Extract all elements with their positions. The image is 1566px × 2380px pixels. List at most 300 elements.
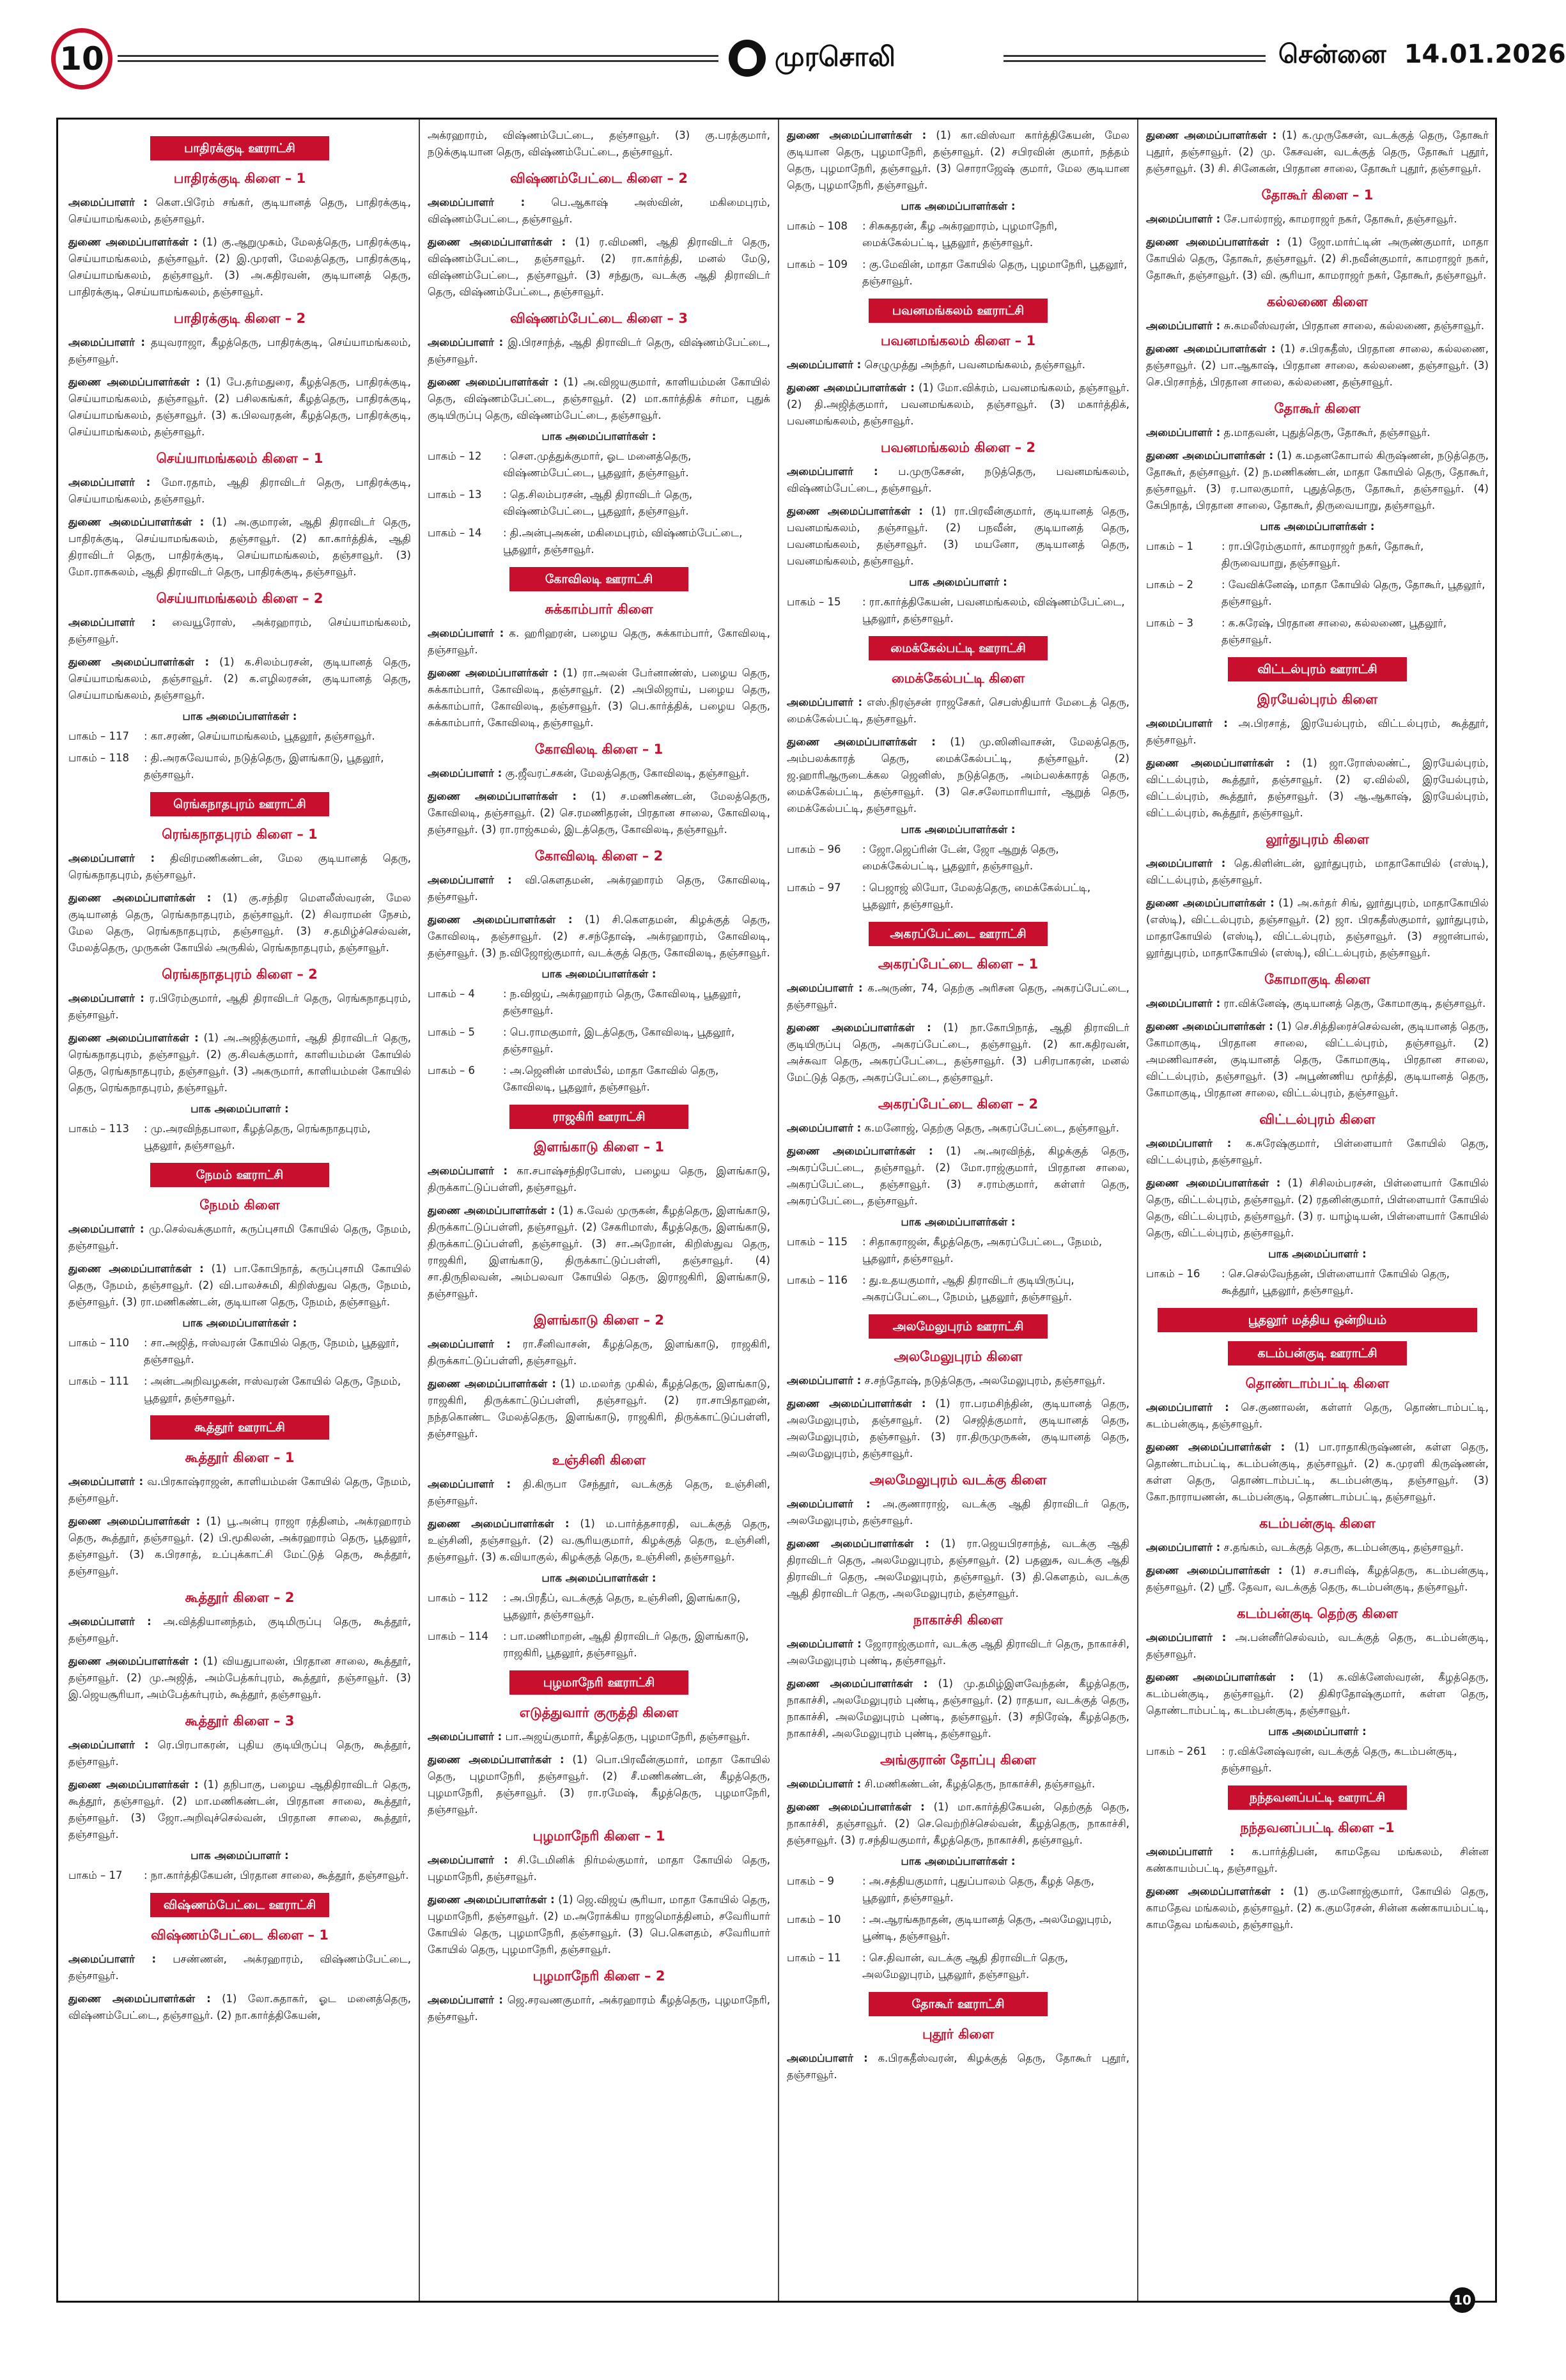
member-entry [68,1221,411,1254]
member-details: ரா.சீனிவாசன், கீழத்தெரு, இளங்காடு, ராஜகிரி, திருக்காட்டுப்பள்ளி, தஞ்சாவூர். [428,1338,770,1367]
member-entry [787,1120,1129,1137]
member-entry [1146,127,1489,177]
booth-agent: : பெஜாஜ் லியோ, மேலத்தெரு, மைக்கேல்பட்டி, பூதலூர், தஞ்சாவூர். [862,882,1091,910]
booth-number: பாகம் – 9 [787,1875,834,1887]
member-entry [1146,211,1489,228]
column-1 [68,127,411,2030]
role-label: துணை அமைப்பாளர்கள் : [68,1263,204,1275]
branch-heading: புழமாநேரி கிளை – 2 [532,1968,665,1984]
member-details: (1) ச.மணிகண்டன், மேலத்தெரு, கோவிலடி, தஞ்சாவூர். (2) செ.ரமணிதரன், பிரதான சாலை, கோவிலடி, தஞ்சாவூர். (3) ரா.ராஜ்கமல், இடத்தெரு, கோவிலடி, தஞ்சாவூர். [428,790,771,836]
role-label: துணை அமைப்பாளர்கள் : [1146,236,1281,248]
booth-entry [68,1373,411,1406]
member-details: வ.பிரகாஷ்ராஜன், காளியம்மன் கோயில் தெரு, நேமம், தஞ்சாவூர். [68,1475,411,1504]
role-label: துணை அமைப்பாளர்கள் : [1146,449,1274,462]
branch-heading: தோகூர் கிளை – 1 [1261,187,1374,203]
member-details: (1) வியதுபாலன், பிரதான சாலை, கூத்தூர், தஞ்சாவூர். (2) மு.அஜித், அம்பேத்கர்புரம், கூத்தூர், தஞ்சாவூர். (3) இ.ஜெயசூரியா, அம்பேத்கர்புரம், கூத்தூர், தஞ்சாவூர். [68,1655,411,1700]
booth-number: பாகம் – 261 [1146,1745,1207,1757]
edition-date: 14.01.2026 [1404,40,1566,69]
member-details: க.பிரகதீஸ்வரன், கிழக்குத் தெரு, தோகூர் புதூர், தஞ்சாவூர். [787,2052,1129,2081]
role-label: அமைப்பாளர் : [68,852,155,864]
booth-entry [787,594,1129,627]
booth-entry [1146,538,1489,572]
role-label: துணை அமைப்பாளர்கள் : [787,129,927,141]
edition-info [1278,40,1566,72]
member-details: க.பார்த்திபன், காமதேவ மங்கலம், சின்ன கண்காயம்பட்டி, தஞ்சாவூர். [1146,1846,1489,1874]
booth-number: பாகம் – 3 [1146,617,1193,629]
member-details: (1) ஜோ.மார்ட்டின் அருண்குமார், மாதா கோயில் தெரு, தோகூர், தஞ்சாவூர். (2) சி.நவீன்குமார், காமராஜர் நகர், தோகூர், தஞ்சாவூர். (3) வி. சூரியா, காமராஜர் நகர், தோகூர், தஞ்சாவூர். [1146,236,1489,281]
role-label: துணை அமைப்பாளர்கள் : [787,1145,933,1157]
member-details: (1) ஜெ.விஜய் சூரியா, மாதா கோயில் தெரு, புழமாநேரி, தஞ்சாவூர். (2) ம.அரோக்கிய ராஜமொத்தினம், சவேரியார் கோயில் தெரு, புழமாநேரி, தஞ்சாவூர். (3) பெ.கௌதம், சவேரியார் கோயில் தெரு, புழமாநேரி, தஞ்சாவூர். [428,1894,770,1956]
member-details: வி.கௌதமன், அக்ரஹாரம் தெரு, கோவிலடி, தஞ்சாவூர். [428,874,770,903]
branch-heading: உஞ்சினி கிளை [552,1452,646,1468]
member-details: (1) க.வேல் முருகன், கீழத்தெரு, இளங்காடு, திருக்காட்டுப்பள்ளி, தஞ்சாவூர். (2) சேகரிமாஸ், கீழத்தெரு, இளங்காடு, திருக்காட்டுப்பள்ளி, தஞ்சாவூர். (3) சா.அறோன், கிறிஸ்துவ தெரு, ராஜகிரி, இளங்காடு, திருக்காட்டுப்பள்ளி, தஞ்சாவூர். (4) சா.திருநிலவன், அம்பலவா கோயில் தெரு, இராஜகிரி, இளங்காடு, தஞ்சாவூர். [428,1204,770,1300]
booth-entry [428,448,770,481]
role-label: அமைப்பாளர் : [68,1739,149,1751]
member-entry [1146,234,1489,284]
member-entry [1146,855,1489,889]
branch-heading: கூத்தூர் கிளை – 3 [185,1713,295,1729]
booth-agent: : அ.ஆரங்கநாதன், குடியானத் தெரு, அலமேலுபுரம், பூண்டி, தஞ்சாவூர். [862,1913,1112,1942]
role-label: அமைப்பாளர் : [1146,1137,1232,1149]
panchayat-banner: கோவிலடி ஊராட்சி [509,567,688,591]
role-label: அமைப்பாளர் : [1146,717,1228,729]
booth-number: பாகம் – 15 [787,596,841,608]
role-label: துணை அமைப்பாளர்கள் : [1146,1671,1294,1683]
member-details: (1) மு.தமிழ்இளவேந்தன், கீழத்தெரு, நாகாச்சி, அலமேலுபுரம் புண்டி, தஞ்சாவூர். (2) ராதயா, வடக்குத் தெரு, நாகாச்சி, அலமேலுபுரம் புண்டி, தஞ்சாவூர். (3) சநிரேஷ், கீழத்தெரு, நாகாச்சி, அலமேலுபுரம் புண்டி, தஞ்சாவூர். [787,1677,1129,1739]
member-details: (1) ச.சபரிஷ், கீழத்தெரு, கடம்பன்குடி, தஞ்சாவூர். (2) ஸ்ரீ. தேவா, வடக்குத் தெரு, கடம்பன்குடி, தஞ்சாவூர். [1146,1564,1489,1593]
booth-entry [428,1628,770,1661]
member-details: ச.தங்கம், வடக்குத் தெரு, கடம்பன்குடி, தஞ்சாவூர். [1220,1541,1464,1553]
booth-agent: : செ.திவான், வடக்கு ஆதி திராவிடர் தெரு, அலமேலுபுரம், பூதலூர், தஞ்சாவூர். [862,1952,1068,1980]
member-details: தி.கிருபா சேந்தூர், வடக்குத் தெரு, உஞ்சினி, தஞ்சாவூர். [428,1478,770,1507]
masthead [51,28,1566,89]
booth-agent: : பெ.ராமகுமார், இடத்தெரு, கோவிலடி, பூதலூர், தஞ்சாவூர். [503,1026,735,1055]
booth-number: பாகம் – 17 [68,1869,123,1881]
role-label: அமைப்பாளர் : [787,1498,871,1510]
booth-agent: : க.சுரேஷ், பிரதான சாலை, கல்லணை, பூதலூர், தஞ்சாவூர். [1221,617,1447,646]
booth-agent: : து.உதயகுமார், ஆதி திராவிடர் குடியிருப்பு, அகரப்பேட்டை, நேமம், பூதலூர், தஞ்சாவூர். [862,1274,1074,1303]
role-label: துணை அமைப்பாளர்கள் : [428,376,559,388]
booth-number: பாகம் – 96 [787,843,841,855]
member-entry [428,1852,770,1885]
brand [729,36,895,81]
branch-heading: அலமேலுபுரம் வடக்கு கிளை [869,1472,1047,1488]
member-details: (1) அ.அஜித்குமார், ஆதி திராவிடர் தெரு, ரெங்கநாதபுரம், தஞ்சாவூர். (2) கு.சிவக்குமார், காளியம்மன் கோயில் தெரு, ரெங்கநாதபுரம், தஞ்சாவூர். (3) அகருமார், காளியம்மன் கோயில் தெரு, ரெங்கநாதபுரம், தஞ்சாவூர். [68,1032,411,1094]
member-details: (1) ஜா.ரோஸ்லண்ட், இரயேல்புரம், விட்டல்புரம், கூத்தூர், தஞ்சாவூர். (2) ஏ.வில்லி, இரயேல்புரம், விட்டல்புரம், கூத்தூர், தஞ்சாவூர். (3) ஆ.ஆகாஷ், இரயேல்புரம், விட்டல்புரம், கூத்தூர், தஞ்சாவூர். [1146,757,1489,819]
booth-number: பாகம் – 10 [787,1913,841,1925]
role-label: அமைப்பாளர் : [428,1338,511,1350]
branch-heading: கூத்தூர் கிளை – 1 [185,1450,295,1465]
role-label: அமைப்பாளர் : [68,196,148,208]
member-details: ரா.விக்னேஷ், குடியானத் தெரு, கோமாகுடி, தஞ்சாவூர். [1220,997,1486,1009]
booth-number: பாகம் – 1 [1146,540,1193,552]
role-label: அமைப்பாளர் : [1146,1631,1227,1644]
member-details: ர.பிரேம்குமார், ஆதி திராவிடர் தெரு, ரெங்கநாதபுரம், தஞ்சாவூர். [68,992,411,1021]
member-entry [1146,1399,1489,1433]
booth-number: பாகம் – 114 [428,1630,488,1642]
branch-heading: ரெங்கநாதபுரம் கிளை – 2 [162,967,318,982]
panchayat-banner: விட்டல்புரம் ஊராட்சி [1228,657,1407,681]
role-label: துணை அமைப்பாளர்கள் : [428,1754,564,1766]
role-label: துணை அமைப்பாளர்கள் : [68,376,200,388]
member-details: க.அருண், 74, தெற்கு அரிசன தெரு, அகரப்பேட்டை, தஞ்சாவூர். [787,982,1129,1011]
branch-heading: விஷ்ணம்பேட்டை கிளை – 1 [151,1927,329,1943]
member-entry [1146,1539,1489,1556]
branch-heading: கோமாகுடி கிளை [1264,972,1370,987]
member-details: அ.பிரசாத், இரயேல்புரம், விட்டல்புரம், கூத்தூர், தஞ்சாவூர். [1146,717,1489,746]
member-entry [428,1752,770,1818]
member-details: சி.மணிகண்டன், கீழத்தெரு, நாகாச்சி, தஞ்சாவூர். [861,1778,1096,1790]
panchayat-banner: கடம்பன்குடி ஊராட்சி [1228,1341,1407,1365]
branch-heading: பவனமங்கலம் கிளை – 1 [880,333,1036,348]
panchayat-banner: பாதிரக்குடி ஊராட்சி [150,136,329,160]
booth-number: பாகம் – 109 [787,258,848,270]
role-label: துணை அமைப்பாளர்கள் : [68,236,198,248]
branch-heading: தொண்டாம்பட்டி கிளை [1245,1376,1390,1391]
member-entry [1146,1135,1489,1169]
member-entry [428,872,770,905]
member-details: வையூரோஸ், அக்ரஹாரம், செய்யாமங்கலம், தஞ்சாவூர். [68,616,411,645]
member-details: (1) நா.கோபிநாத், ஆதி திராவிடர் குடியிருப்பு தெரு, அகரப்பேட்டை, தஞ்சாவூர். (2) கா.கதிரவன், அச்சுவா தெரு, அகரப்பேட்டை, தஞ்சாவூர். (3) பசிரபாகரன், மனல் மேட்டுத் தெரு, அகரப்பேட்டை, தஞ்சாவூர். [787,1022,1129,1084]
member-entry [68,334,411,368]
member-entry [68,194,411,228]
booth-agent: : அன்டஅறிவழகன், ஈஸ்வரன் கோயில் தெரு, நேமம், பூதலூர், தஞ்சாவூர். [144,1375,401,1404]
member-entry [428,1376,770,1442]
member-details: (1) அ.கர்தர் சிங், லூர்துபுரம், மாதாகோயில் (எஸ்டி), விட்டல்புரம், தஞ்சாவூர். (2) ஜா. பிரகதீஸ்குமார், லூர்துபுரம், மாதாகோயில் (எஸ்டி), விட்டல்புரம், தஞ்சாவூர். (3) சஜான்பால், லூர்துபுரம், மாதாகோயில் (எஸ்டி), விட்டல்புரம், தஞ்சாவூர். [1146,897,1489,959]
booth-entry [787,218,1129,251]
role-label: அமைப்பாளர் : [68,476,151,488]
booth-section-heading: பாக அமைப்பாளர்கள் : [901,1855,1016,1867]
member-entry [1146,424,1489,441]
booth-section-heading: பாக அமைப்பாளர் : [190,1849,289,1862]
role-label: அமைப்பாளர் : [1146,1401,1229,1413]
role-label: அமைப்பாளர் : [68,1953,157,1965]
branch-heading: விட்டல்புரம் கிளை [1259,1112,1376,1127]
branch-heading: கடம்பன்குடி கிளை [1259,1516,1376,1531]
role-label: துணை அமைப்பாளர்கள் : [428,1204,555,1217]
booth-number: பாகம் – 110 [68,1337,129,1349]
role-label: துணை அமைப்பாளர்கள் : [787,1677,928,1690]
role-label: துணை அமைப்பாளர்கள் : [428,790,577,802]
branch-heading: அகரப்பேட்டை கிளை – 1 [878,956,1039,972]
member-entry [787,1143,1129,1209]
member-entry [428,1892,770,1958]
role-label: அமைப்பாளர் : [1146,213,1221,225]
booth-entry [68,750,411,783]
branch-heading: நாகாச்சி கிளை [913,1612,1004,1628]
member-entry [787,1636,1129,1669]
panchayat-banner: நந்தவனப்பட்டி ஊராட்சி [1228,1785,1407,1810]
role-label: அமைப்பாளர் : [428,767,502,779]
branch-heading: சுக்காம்பார் கிளை [545,602,653,617]
booth-entry [428,486,770,520]
member-entry [428,1729,770,1745]
role-label: அமைப்பாளர் : [787,359,862,371]
header-rule-left [118,55,718,62]
panchayat-banner: புழமாநேரி ஊராட்சி [509,1670,688,1695]
booth-number: பாகம் – 117 [68,730,129,742]
booth-agent: : சிதாகராஜன், கீழத்தெரு, அகரப்பேட்டை, நேமம், பூதலூர், தஞ்சாவூர். [862,1236,1103,1264]
booth-agent: : செ.செல்வேந்தன், பிள்ளையார் கோயில் தெரு, கூத்தூர், பூதலூர், தஞ்சாவூர். [1221,1268,1450,1296]
member-details: (1) கு.சந்திர மௌலீஸ்வரன், மேல குடியானத் தெரு, ரெங்கநாதபுரம், தஞ்சாவூர். (2) சிவராமன் நேசம், மேல தெரு, ரெங்கநாதபுரம், தஞ்சாவூர். (3) ச.தமிழ்ச்செல்வன், மேலத்தெரு, முருகன் கோயில் அருகில், ரெங்கநாதபுரம், தஞ்சாவூர். [68,892,411,954]
panchayat-banner: மைக்கேல்பட்டி ஊராட்சி [869,636,1048,660]
booth-entry [787,1272,1129,1305]
role-label: அமைப்பாளர் : [428,1994,503,2006]
branch-heading: பாதிரக்குடி கிளை – 2 [173,311,306,326]
role-label: அமைப்பாளர் : [428,627,504,639]
booth-entry [428,1024,770,1057]
member-entry [1146,755,1489,821]
column-3 [787,127,1129,2090]
column-4 [1146,127,1489,1940]
member-details: ப.முருகேசன், நடுத்தெரு, பவனமங்கலம், விஷ்ணம்பேட்டை, தஞ்சாவூர். [787,465,1129,494]
member-entry [787,2050,1129,2083]
panchayat-banner: தோகூர் ஊராட்சி [869,1992,1048,2016]
member-entry [68,1991,411,2024]
member-entry [68,654,411,704]
role-label: அமைப்பாளர் : [68,992,144,1004]
booth-entry [787,880,1129,913]
column-2 [428,127,770,2032]
member-entry [1146,1844,1489,1877]
member-entry [428,1516,770,1566]
role-label: துணை அமைப்பாளர்கள் : [1146,343,1276,355]
member-entry [787,980,1129,1013]
role-label: துணை அமைப்பாளர்கள் : [428,1378,556,1390]
booth-agent: : மு.அரவிந்தபாலா, கீழத்தெரு, ரெங்கநாதபுரம், பூதலூர், தஞ்சாவூர். [144,1123,371,1151]
member-details: (1) ர.விமணி, ஆதி திராவிடர் தெரு, விஷ்ணம்பேட்டை, தஞ்சாவூர். (2) ரா.கார்த்தி, மனல் மேடு, விஷ்ணம்பேட்டை, தஞ்சாவூர். (3) சந்துரு, வடக்கு ஆதி திராவிடர் தெரு, விஷ்ணம்பேட்டை, தஞ்சாவூர். [428,236,770,298]
role-label: துணை அமைப்பாளர்கள் : [787,1537,929,1550]
booth-entry [787,256,1129,290]
role-label: துணை அமைப்பாளர்கள் : [68,1993,211,2005]
role-label: துணை அமைப்பாளர்கள் : [1146,1564,1283,1576]
member-entry [1146,995,1489,1012]
booth-number: பாகம் – 113 [68,1123,129,1135]
member-details: (1) கு.மனோஜ்குமார், கோயில் தெரு, காமதேவ மங்கலம், தஞ்சாவூர். (2) க.குமரேசன், சின்ன கண்காயம்பட்டி, காமதேவ மங்கலம், தஞ்சாவூர். [1146,1885,1489,1931]
member-entry [428,194,770,228]
booth-entry [1146,577,1489,610]
member-entry [428,788,770,838]
member-details: (1) பூ.அன்பு ராஜா ரத்தினம், அக்ரஹாரம் தெரு, கூத்தூர், தஞ்சாவூர். (2) பி.மூகிலன், அக்ரஹாரம் தெரு, பூதலூர், தஞ்சாவூர். (3) க.பிரசாத், உப்புக்காட்சி மேட்டுத் தெரு, கூத்தூர், தஞ்சாவூர். [68,1515,411,1577]
role-label: துணை அமைப்பாளர்கள் : [1146,129,1277,141]
branch-heading: அகரப்பேட்டை கிளை – 2 [878,1096,1039,1112]
booth-number: பாகம் – 116 [787,1274,848,1286]
column-divider [778,120,779,2301]
role-label: அமைப்பாளர் : [1146,1541,1221,1553]
branch-heading: மைக்கேல்பட்டி கிளை [891,671,1025,686]
booth-entry [68,728,411,745]
booth-number: பாகம் – 11 [787,1952,841,1964]
member-details: சு.கமலீஸ்வரன், பிரதான சாலை, கல்லணை, தஞ்சாவூர். [1220,320,1485,332]
member-entry [787,1373,1129,1389]
booth-section-heading: பாக அமைப்பாளர்கள் : [541,1572,656,1584]
booth-agent: : கு.மேவின், மாதா கோயில் தெரு, புழமாநேரி, பூதலூர், தஞ்சாவூர். [862,258,1128,287]
member-entry [787,1776,1129,1793]
booth-number: பாகம் – 108 [787,220,848,232]
member-details: கௌ.பிரேம் சங்கர், குடியானத் தெரு, பாதிரக்குடி, செய்யாமங்கலம், தஞ்சாவூர். [68,196,411,225]
member-entry [787,1536,1129,1602]
member-details: (1) கா.விஸ்வா கார்த்திகேயன், மேல குடியான தெரு, புழமாநேரி, தஞ்சாவூர். (2) சபிரவின் குமார், நத்தம் தெரு, புழமாநேரி, தஞ்சாவூர். (3) சொராஜேஷ் குமார், மேல குடியான தெரு, புழமாநேரி, தஞ்சாவூர். [787,129,1129,191]
footer-page-number: 10 [1450,2287,1475,2313]
role-label: துணை அமைப்பாளர்கள் : [428,1518,570,1530]
member-details: (1) பா.கோபிநாத், கருப்புசாமி கோயில் தெரு, நேமம், தஞ்சாவூர். (2) வி.பாலச்சுமி, கிறிஸ்துவ தெரு, நேமம், தஞ்சாவூர். (3) ரா.மணிகண்டன், குடியான தெரு, நேமம், தஞ்சாவூர். [68,1263,411,1308]
booth-entry [787,1911,1129,1945]
booth-number: பாகம் – 6 [428,1064,475,1077]
booth-entry [428,525,770,558]
booth-entry [1146,1743,1489,1777]
member-entry [428,1163,770,1196]
role-label: அமைப்பாளர் : [68,1615,151,1628]
member-entry [428,334,770,368]
member-details: (1) அ.குமாரன், ஆதி திராவிடர் தெரு, பாதிரக்குடி, செய்யாமங்கலம், தஞ்சாவூர். (2) கா.கார்த்திக், ஆதி திராவிடர் தெரு, பாதிரக்குடி, செய்யாமங்கலம், தஞ்சாவூர். (3) மோ.ராசுகலம், ஆதி திராவிடர் தெரு, பாதிரக்குடி, தஞ்சாவூர். [68,516,411,578]
member-details: (1) கு.ஆறுமுகம், மேலத்தெரு, பாதிரக்குடி, செய்யாமங்கலம், தஞ்சாவூர். (2) இ.முரளி, மேலத்தெரு, பாதிரக்குடி, செய்யாமங்கலம், தஞ்சாவூர். (3) அ.கதிரவன், குடியானத் தெரு, பாதிரக்குடி, செய்யாமங்கலம், தஞ்சாவூர். [68,236,411,298]
booth-number: பாகம் – 16 [1146,1268,1200,1280]
role-label: துணை அமைப்பாளர்கள் : [68,516,205,528]
member-details: செ.குணாலன், கள்ளர் தெரு, தொண்டாம்பட்டி, கடம்பன்குடி, தஞ்சாவூர். [1146,1401,1489,1430]
member-entry [428,625,770,658]
member-details: (1) க.மதனகோபால் கிருஷ்ணன், நடுத்தெரு, தோகூர், தஞ்சாவூர். (2) ந.மணிகண்டன், மாதா கோயில் தெரு, தோகூர், தஞ்சாவூர். (3) ர.பாலகுமார், புதுத்தெரு, தோகூர், தஞ்சாவூர். (4) கேபிநாத், பிரதான சாலை, தோகூர், திருவையாறு, தஞ்சாவூர். [1146,449,1489,511]
booth-section-heading: பாக அமைப்பாளர்கள் : [182,1317,297,1329]
member-entry [428,374,770,424]
booth-entry [787,1873,1129,1906]
member-details: தயுவராஜா, கீழத்தெரு, பாதிரக்குடி, செய்யாமங்கலம், தஞ்சாவூர். [68,336,411,365]
edition-city: சென்னை [1278,40,1386,69]
booth-number: பாகம் – 12 [428,450,482,462]
booth-agent: : தெ.சிலம்பரசன், ஆதி திராவிடர் தெரு, விஷ்ணம்பேட்டை, பூதலூர், தஞ்சாவூர். [503,488,693,517]
member-entry [428,234,770,300]
role-label: அமைப்பாளர் : [428,336,504,348]
booth-entry [787,841,1129,875]
member-details: (1) மோ.விக்ரம், பவனமங்கலம், தஞ்சாவூர். (2) தி.அஜித்குமார், பவனமங்கலம், தஞ்சாவூர். (3) மகார்த்திக், பவனமங்கலம், தஞ்சாவூர். [787,382,1129,427]
booth-section-heading: பாக அமைப்பாளர்கள் : [901,823,1016,836]
role-label: துணை அமைப்பாளர்கள் : [1146,897,1275,909]
member-details: எஸ்.நிரஞ்சன் ராஜசேகர், செபஸ்தியார் மேடைத் தெரு, மைக்கேல்பட்டி, தஞ்சாவூர். [787,696,1130,725]
member-entry [1146,318,1489,334]
member-details: சி.டேமினிக் நிர்மல்குமார், மாதா கோயில் தெரு, புழமாநேரி, தஞ்சாவூர். [428,1854,770,1883]
role-label: அமைப்பாளர் : [787,982,863,994]
member-entry [68,1951,411,1984]
member-details: (1) ரா.ஜெயபிரசாந்த், வடக்கு ஆதி திராவிடர் தெரு, அலமேலுபுரம், தஞ்சாவூர். (2) பதனுசு, வடக்கு ஆதி திராவிடர் தெரு, அலமேலுபுரம், தஞ்சாவூர். (3) தி.கௌதம், வடக்கு ஆதி திராவிடர் தெரு, அலமேலுபுரம், தஞ்சாவூர். [787,1537,1129,1599]
branch-heading: இளங்காடு கிளை – 1 [534,1139,664,1155]
booth-number: பாகம் – 4 [428,988,475,1000]
role-label: அமைப்பாளர் : [787,2052,868,2064]
member-details: மோ.ரதாம், ஆதி திராவிடர் தெரு, பாதிரக்குடி, செய்யாமங்கலம், தஞ்சாவூர். [68,476,411,505]
role-label: அமைப்பாளர் : [68,336,146,348]
member-entry [68,1261,411,1311]
booth-agent: : சௌ.முத்துக்குமார், ஓட மனைத்தெரு, விஷ்ணம்பேட்டை, பூதலூர், தஞ்சாவூர். [503,450,692,479]
role-label: அமைப்பாளர் : [428,874,512,886]
panchayat-banner: நேமம் ஊராட்சி [150,1163,329,1187]
member-details: கா.சபாஷ்சந்திரபோஸ், பழைய தெரு, இளங்காடு, திருக்காட்டுப்பள்ளி, தஞ்சாவூர். [428,1165,771,1194]
branch-heading: செய்யாமங்கலம் கிளை – 1 [156,451,323,466]
member-entry [428,1476,770,1509]
member-details: தெ.கிளின்டன், லூர்துபுரம், மாதாகோயில் (எஸ்டி), விட்டல்புரம், தஞ்சாவூர். [1146,857,1489,886]
booth-section-heading: பாக அமைப்பாளர்கள் : [901,1216,1016,1228]
member-details: (1) அ.அரவிந்த், கிழக்குத் தெரு, அகரப்பேட்டை, தஞ்சாவூர். (2) மோ.ராஜ்குமார், பிரதான சாலை, அகரப்பேட்டை, தஞ்சாவூர். (3) ச.ராம்குமார், கள்ளர் தெரு, அகரப்பேட்டை, தஞ்சாவூர். [787,1145,1129,1207]
booth-number: பாகம் – 97 [787,882,841,894]
role-label: துணை அமைப்பாளர்கள் : [428,236,566,248]
booth-section-heading: பாக அமைப்பாளர்கள் : [541,430,656,442]
role-label: துணை அமைப்பாளர்கள் : [68,1655,198,1667]
member-details: பசண்ணன், அக்ரஹாரம், விஷ்ணம்பேட்டை, தஞ்சாவூர். [68,1953,411,1982]
branch-heading: விஷ்ணம்பேட்டை கிளை – 3 [510,311,688,326]
booth-agent: : கா.சரண், செய்யாமங்கலம், பூதலூர், தஞ்சாவூர். [144,730,375,742]
booth-agent: : அ.சத்தியகுமார், புதுப்பாலம் தெரு, கீழத் தெரு, பூதலூர், தஞ்சாவூர். [862,1875,1094,1904]
role-label: அமைப்பாளர் : [787,1122,862,1134]
role-label: அமைப்பாளர் : [1146,1846,1235,1858]
member-entry [787,1020,1129,1086]
branch-heading: புதூர் கிளை [922,2026,995,2042]
role-label: அமைப்பாளர் : [787,1778,862,1790]
branch-heading: பவனமங்கலம் கிளை – 2 [880,440,1036,455]
member-details: த.மாதவன், புதுத்தெரு, தோகூர், தஞ்சாவூர். [1220,426,1430,439]
booth-section-heading: பாக அமைப்பாளர் : [1268,1248,1367,1260]
role-label: அமைப்பாளர் : [428,1478,511,1490]
member-entry [787,734,1129,817]
booth-section-heading: பாக அமைப்பாளர்கள் : [541,968,656,980]
panchayat-banner: அலமேலுபுரம் ஊராட்சி [869,1314,1048,1339]
booth-agent: : ரா.கார்த்திகேயன், பவனமங்கலம், விஷ்ணம்பேட்டை, பூதலூர், தஞ்சாவூர். [862,596,1125,625]
member-details: (1) க.விக்னேஸ்வரன், கீழத்தெரு, கடம்பன்குடி, தஞ்சாவூர். (2) திகிரதோஷ்குமார், கள்ள தெரு, தொண்டாம்பட்டி, கடம்பன்குடி, தஞ்சாவூர். [1146,1671,1489,1716]
member-details: (1) ரா.பரமசிந்தின், குடியானத் தெரு, அலமேலுபுரம், தஞ்சாவூர். (2) செஜித்குமார், குடியானத் தெரு, அலமேலுபுரம், தஞ்சாவூர். (3) ரா.திருமுருகன், குடியானத் தெரு, அலமேலுபுரம், தஞ்சாவூர். [787,1397,1129,1459]
member-entry [68,374,411,440]
role-label: துணை அமைப்பாளர்கள் : [787,1801,925,1813]
member-entry [68,1513,411,1580]
member-details: (1) அ.விஜயகுமார், காளியம்மன் கோயில் தெரு, விஷ்ணம்பேட்டை, தஞ்சாவூர். (2) மா.கார்த்திக் சர்மா, புதுக் குடியிருப்பு தெரு, விஷ்ணம்பேட்டை, தஞ்சாவூர். [428,376,770,421]
member-details: க.மனோஜ், தெற்கு தெரு, அகரப்பேட்டை, தஞ்சாவூர். [861,1122,1119,1134]
branch-heading: இரயேல்புரம் கிளை [1257,692,1378,707]
member-details: செழுமுத்து அந்தர், பவனமங்கலம், தஞ்சாவூர். [861,359,1086,371]
member-details: சே.பால்ராஜ், காமராஜர் நகர், தோகூர், தஞ்சாவூர். [1220,213,1457,225]
member-details: அ.குணாராஜ், வடக்கு ஆதி திராவிடர் தெரு, அலமேலுபுரம், தஞ்சாவூர். [787,1498,1129,1527]
booth-number: பாகம் – 118 [68,752,129,764]
member-details: (1) பா.ராதாகிருஷ்ணன், கள்ள தெரு, தொண்டாம்பட்டி, கடம்பன்குடி, தஞ்சாவூர். (2) க.முரளி கிருஷ்ணன், கள்ள தெரு, தொண்டாம்பட்டி, கடம்பன்குடி, தஞ்சாவூர். (3) கோ.நாராயணன், கடம்பன்குடி, தொண்டாம்பட்டி, தஞ்சாவூர். [1146,1441,1489,1503]
branch-heading: புழமாநேரி கிளை – 1 [532,1828,665,1844]
role-label: துணை அமைப்பாளர்கள் : [787,736,936,748]
member-entry [787,503,1129,570]
booth-entry [428,1062,770,1096]
member-entry [68,1030,411,1096]
member-details: பெ.ஆகாஷ் அஸ்வின், மகிமைபுரம், விஷ்ணம்பேட்டை, தஞ்சாவூர். [428,196,770,225]
role-label: துணை அமைப்பாளர்கள் : [428,667,558,679]
role-label: துணை அமைப்பாளர்கள் : [68,1778,199,1791]
branch-heading: கூத்தூர் கிளை – 2 [185,1590,295,1605]
role-label: அமைப்பாளர் : [428,1731,502,1743]
role-label: அமைப்பாளர் : [1146,857,1226,869]
member-entry [68,1614,411,1647]
member-entry [1146,1669,1489,1719]
booth-agent: : நா.கார்த்திகேயன், பிரதான சாலை, கூத்தூர், தஞ்சாவூர். [144,1869,409,1881]
member-entry [68,514,411,580]
member-details: பா.அஜய்குமார், கீழத்தெரு, புழமாநேரி, தஞ்சாவூர். [502,1731,750,1743]
role-label: துணை அமைப்பாளர்கள் : [428,1894,555,1906]
member-entry [428,1992,770,2025]
member-entry [68,1653,411,1703]
role-label: துணை அமைப்பாளர்கள் : [68,656,210,668]
member-entry [787,463,1129,497]
booth-entry [787,1950,1129,1983]
member-details: (1) க.சிலம்பரசன், குடியானத் தெரு, செய்யாமங்கலம், தஞ்சாவூர். (2) க.எழிலரசன், குடியானத் தெரு, செய்யாமங்கலம், தஞ்சாவூர். [68,656,411,701]
member-details: (1) ச.பிரகதீஸ், பிரதான சாலை, கல்லணை, தஞ்சாவூர். (2) பா.ஆகாஷ், பிரதான சாலை, கல்லணை, தஞ்சாவூர். (3) செ.பிரசாந்த், பிரதான சாலை, கல்லணை, தஞ்சாவூர். [1146,343,1489,388]
booth-entry [787,1234,1129,1267]
column-divider [419,120,420,2301]
page-number-badge: 10 [51,28,112,89]
member-details: (1) செ.சித்திரைச்செல்வன், குடியானத் தெரு, கோமாகுடி, பிரதான சாலை, விட்டல்புரம், தஞ்சாவூர். (2) அமணிவாசன், குடியானத் தெரு, கோமாகுடி, பிரதான சாலை, விட்டல்புரம், தஞ்சாவூர். (3) அபூண்ணிய மூர்த்தி, குடியானத் தெரு, கோமாகுடி, பிரதான சாலை, விட்டல்புரம், தஞ்சாவூர். [1146,1020,1489,1099]
member-entry [1146,715,1489,749]
booth-number: பாகம் – 13 [428,488,482,501]
role-label: துணை அமைப்பாளர்கள் : [787,505,923,517]
member-entry [1146,1629,1489,1663]
